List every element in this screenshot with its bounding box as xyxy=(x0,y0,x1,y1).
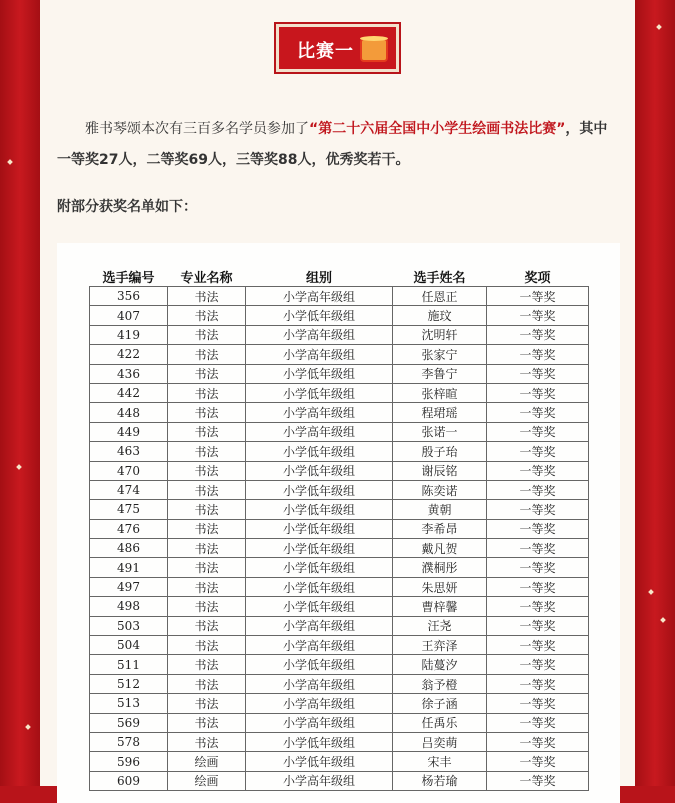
entrant-name-cell: 李鲁宁 xyxy=(393,364,487,383)
sparkle-decoration xyxy=(660,617,666,623)
group-cell: 小学高年级组 xyxy=(246,674,393,693)
group-cell: 小学高年级组 xyxy=(246,616,393,635)
discipline-cell: 书法 xyxy=(168,558,246,577)
entrant-id-cell: 497 xyxy=(90,577,168,596)
award-table-card xyxy=(57,243,620,803)
paragraph-prefix: 雅书琴颂本次有三百多名学员参加了 xyxy=(85,121,309,137)
award-cell: 一等奖 xyxy=(487,422,589,441)
award-cell: 一等奖 xyxy=(487,403,589,422)
table-row xyxy=(90,597,589,616)
award-cell: 一等奖 xyxy=(487,597,589,616)
section-title-background xyxy=(279,27,396,69)
group-cell: 小学低年级组 xyxy=(246,480,393,499)
sparkle-decoration xyxy=(16,464,22,470)
award-cell: 一等奖 xyxy=(487,732,589,751)
group-cell: 小学低年级组 xyxy=(246,461,393,480)
award-cell: 一等奖 xyxy=(487,771,589,790)
entrant-id-cell: 578 xyxy=(90,732,168,751)
award-cell: 一等奖 xyxy=(487,655,589,674)
table-row xyxy=(90,480,589,499)
entrant-name-cell: 黄朝 xyxy=(393,500,487,519)
entrant-name-cell: 王弈泽 xyxy=(393,636,487,655)
drum-icon xyxy=(360,38,388,62)
table-row xyxy=(90,539,589,558)
award-cell: 一等奖 xyxy=(487,325,589,344)
entrant-id-cell: 407 xyxy=(90,306,168,325)
group-cell: 小学低年级组 xyxy=(246,597,393,616)
award-cell: 一等奖 xyxy=(487,752,589,771)
table-row xyxy=(90,616,589,635)
discipline-cell: 绘画 xyxy=(168,771,246,790)
discipline-cell: 书法 xyxy=(168,636,246,655)
award-cell: 一等奖 xyxy=(487,616,589,635)
discipline-cell: 书法 xyxy=(168,694,246,713)
entrant-name-cell: 徐子涵 xyxy=(393,694,487,713)
table-header-row xyxy=(90,266,589,287)
table-row xyxy=(90,325,589,344)
entrant-name-cell: 殷子珆 xyxy=(393,442,487,461)
entrant-id-cell: 422 xyxy=(90,345,168,364)
award-table xyxy=(89,266,589,791)
group-cell: 小学低年级组 xyxy=(246,558,393,577)
discipline-cell: 书法 xyxy=(168,655,246,674)
sparkle-decoration xyxy=(25,724,31,730)
group-cell: 小学低年级组 xyxy=(246,500,393,519)
entrant-id-cell: 569 xyxy=(90,713,168,732)
group-cell: 小学低年级组 xyxy=(246,752,393,771)
discipline-cell: 书法 xyxy=(168,383,246,402)
entrant-name-cell: 施玟 xyxy=(393,306,487,325)
group-cell: 小学低年级组 xyxy=(246,306,393,325)
entrant-id-cell: 448 xyxy=(90,403,168,422)
award-cell: 一等奖 xyxy=(487,345,589,364)
award-cell: 一等奖 xyxy=(487,539,589,558)
entrant-name-cell: 程珺瑶 xyxy=(393,403,487,422)
group-cell: 小学低年级组 xyxy=(246,577,393,596)
award-summary: ，其中一等奖27人，二等奖69人，三等奖88人，优秀奖若干。 xyxy=(57,121,608,168)
entrant-name-cell: 翁予橙 xyxy=(393,674,487,693)
entrant-name-cell: 张诺一 xyxy=(393,422,487,441)
group-cell: 小学低年级组 xyxy=(246,732,393,751)
table-row xyxy=(90,519,589,538)
award-cell: 一等奖 xyxy=(487,713,589,732)
entrant-name-cell: 吕奕萌 xyxy=(393,732,487,751)
group-cell: 小学高年级组 xyxy=(246,422,393,441)
entrant-id-cell: 503 xyxy=(90,616,168,635)
sparkle-decoration xyxy=(656,24,662,30)
left-frame-border xyxy=(0,0,40,786)
group-cell: 小学高年级组 xyxy=(246,345,393,364)
table-row xyxy=(90,694,589,713)
entrant-id-cell: 356 xyxy=(90,287,168,306)
announcement-paragraph xyxy=(57,114,617,176)
header-discipline: 专业名称 xyxy=(180,270,233,286)
header-award: 奖项 xyxy=(524,270,551,286)
discipline-cell: 书法 xyxy=(168,461,246,480)
entrant-id-cell: 474 xyxy=(90,480,168,499)
group-cell: 小学高年级组 xyxy=(246,771,393,790)
table-row xyxy=(90,364,589,383)
table-row xyxy=(90,442,589,461)
table-row xyxy=(90,674,589,693)
entrant-name-cell: 曹梓馨 xyxy=(393,597,487,616)
table-row xyxy=(90,500,589,519)
discipline-cell: 书法 xyxy=(168,713,246,732)
sparkle-decoration xyxy=(7,159,13,165)
entrant-id-cell: 596 xyxy=(90,752,168,771)
discipline-cell: 书法 xyxy=(168,519,246,538)
table-row xyxy=(90,422,589,441)
award-cell: 一等奖 xyxy=(487,577,589,596)
entrant-id-cell: 476 xyxy=(90,519,168,538)
award-cell: 一等奖 xyxy=(487,287,589,306)
award-cell: 一等奖 xyxy=(487,442,589,461)
discipline-cell: 书法 xyxy=(168,674,246,693)
table-row xyxy=(90,287,589,306)
award-cell: 一等奖 xyxy=(487,383,589,402)
discipline-cell: 绘画 xyxy=(168,752,246,771)
award-cell: 一等奖 xyxy=(487,461,589,480)
award-cell: 一等奖 xyxy=(487,480,589,499)
discipline-cell: 书法 xyxy=(168,345,246,364)
group-cell: 小学高年级组 xyxy=(246,636,393,655)
entrant-name-cell: 沈明轩 xyxy=(393,325,487,344)
header-group: 组别 xyxy=(305,270,332,286)
table-row xyxy=(90,636,589,655)
entrant-name-cell: 宋丰 xyxy=(393,752,487,771)
discipline-cell: 书法 xyxy=(168,539,246,558)
entrant-id-cell: 513 xyxy=(90,694,168,713)
entrant-name-cell: 谢辰铭 xyxy=(393,461,487,480)
award-cell: 一等奖 xyxy=(487,364,589,383)
entrant-name-cell: 李希昂 xyxy=(393,519,487,538)
entrant-name-cell: 陆蔓汐 xyxy=(393,655,487,674)
table-row xyxy=(90,383,589,402)
group-cell: 小学高年级组 xyxy=(246,325,393,344)
award-cell: 一等奖 xyxy=(487,558,589,577)
group-cell: 小学低年级组 xyxy=(246,655,393,674)
award-cell: 一等奖 xyxy=(487,519,589,538)
discipline-cell: 书法 xyxy=(168,597,246,616)
table-row xyxy=(90,771,589,790)
discipline-cell: 书法 xyxy=(168,616,246,635)
header-entrant-id: 选手编号 xyxy=(102,270,155,286)
table-row xyxy=(90,732,589,751)
discipline-cell: 书法 xyxy=(168,287,246,306)
discipline-cell: 书法 xyxy=(168,500,246,519)
right-frame-border xyxy=(635,0,675,786)
entrant-id-cell: 511 xyxy=(90,655,168,674)
winner-list-note: 附部分获奖名单如下： xyxy=(57,199,197,215)
table-row xyxy=(90,655,589,674)
entrant-id-cell: 486 xyxy=(90,539,168,558)
group-cell: 小学高年级组 xyxy=(246,713,393,732)
sparkle-decoration xyxy=(648,589,654,595)
group-cell: 小学低年级组 xyxy=(246,442,393,461)
discipline-cell: 书法 xyxy=(168,442,246,461)
entrant-id-cell: 609 xyxy=(90,771,168,790)
table-row xyxy=(90,558,589,577)
section-title-badge xyxy=(274,22,401,74)
discipline-cell: 书法 xyxy=(168,364,246,383)
entrant-id-cell: 491 xyxy=(90,558,168,577)
table-row xyxy=(90,577,589,596)
entrant-name-cell: 任禹乐 xyxy=(393,713,487,732)
section-title: 比赛一 xyxy=(297,41,354,62)
discipline-cell: 书法 xyxy=(168,306,246,325)
table-row xyxy=(90,306,589,325)
group-cell: 小学高年级组 xyxy=(246,287,393,306)
award-cell: 一等奖 xyxy=(487,636,589,655)
table-row xyxy=(90,752,589,771)
award-cell: 一等奖 xyxy=(487,500,589,519)
discipline-cell: 书法 xyxy=(168,480,246,499)
entrant-id-cell: 512 xyxy=(90,674,168,693)
discipline-cell: 书法 xyxy=(168,422,246,441)
table-row xyxy=(90,403,589,422)
entrant-name-cell: 张家宁 xyxy=(393,345,487,364)
table-row xyxy=(90,345,589,364)
group-cell: 小学高年级组 xyxy=(246,403,393,422)
award-cell: 一等奖 xyxy=(487,306,589,325)
table-row xyxy=(90,713,589,732)
entrant-name-cell: 戴凡贺 xyxy=(393,539,487,558)
entrant-id-cell: 449 xyxy=(90,422,168,441)
discipline-cell: 书法 xyxy=(168,403,246,422)
discipline-cell: 书法 xyxy=(168,577,246,596)
header-entrant-name: 选手姓名 xyxy=(413,270,466,286)
entrant-id-cell: 475 xyxy=(90,500,168,519)
group-cell: 小学低年级组 xyxy=(246,383,393,402)
entrant-id-cell: 419 xyxy=(90,325,168,344)
entrant-name-cell: 张梓暄 xyxy=(393,383,487,402)
discipline-cell: 书法 xyxy=(168,732,246,751)
contest-name: “第二十六届全国中小学生绘画书法比赛” xyxy=(309,121,566,137)
entrant-id-cell: 498 xyxy=(90,597,168,616)
entrant-name-cell: 朱思妍 xyxy=(393,577,487,596)
group-cell: 小学低年级组 xyxy=(246,539,393,558)
entrant-name-cell: 任恩正 xyxy=(393,287,487,306)
entrant-name-cell: 陈奕诺 xyxy=(393,480,487,499)
entrant-id-cell: 442 xyxy=(90,383,168,402)
entrant-id-cell: 436 xyxy=(90,364,168,383)
table-row xyxy=(90,461,589,480)
entrant-name-cell: 汪尧 xyxy=(393,616,487,635)
entrant-id-cell: 463 xyxy=(90,442,168,461)
group-cell: 小学高年级组 xyxy=(246,694,393,713)
group-cell: 小学低年级组 xyxy=(246,364,393,383)
award-cell: 一等奖 xyxy=(487,674,589,693)
entrant-id-cell: 504 xyxy=(90,636,168,655)
award-cell: 一等奖 xyxy=(487,694,589,713)
entrant-name-cell: 濮桐彤 xyxy=(393,558,487,577)
group-cell: 小学低年级组 xyxy=(246,519,393,538)
entrant-name-cell: 杨若瑜 xyxy=(393,771,487,790)
discipline-cell: 书法 xyxy=(168,325,246,344)
entrant-id-cell: 470 xyxy=(90,461,168,480)
